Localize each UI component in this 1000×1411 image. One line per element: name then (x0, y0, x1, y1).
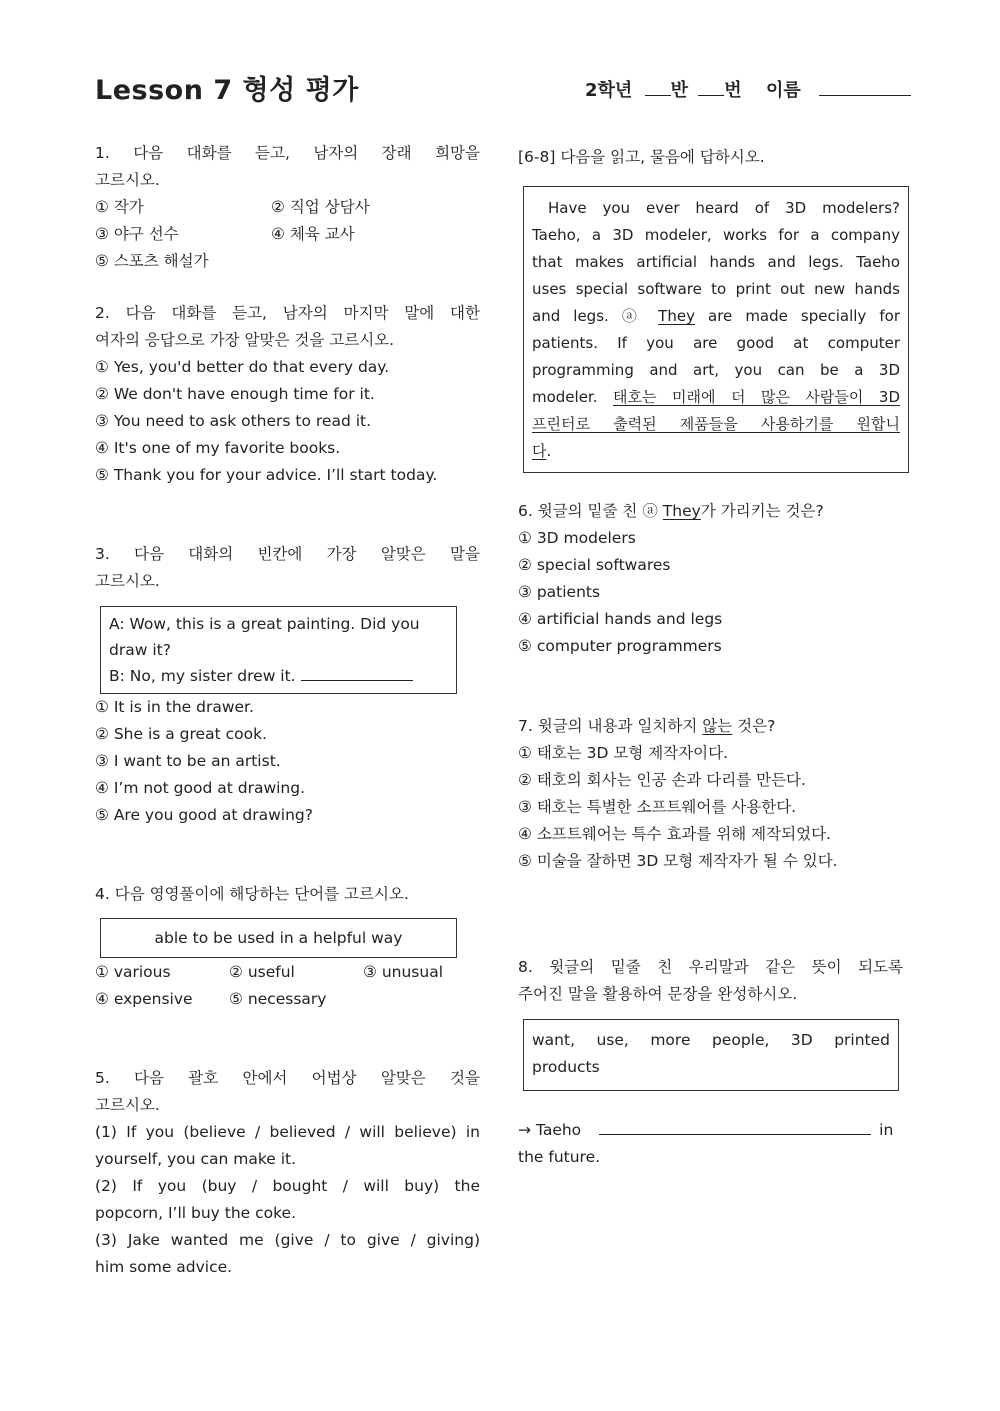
question-3-option-3[interactable]: ③ I want to be an artist. (95, 752, 281, 770)
number-blank[interactable] (698, 77, 724, 96)
question-5-sentence-2-line1: (2) If you (buy / bought / will buy) the (95, 1177, 480, 1195)
question-5-stem-line1: 5. 다음 괄호 안에서 어법상 알맞은 것을 (95, 1069, 480, 1087)
name-label: 이름 (765, 80, 801, 101)
question-5-stem-line2: 고르시오. (95, 1096, 160, 1114)
passage-line-3: that makes artificial hands and legs. Taeho (532, 253, 900, 271)
question-6-option-5[interactable]: ⑤ computer programmers (518, 637, 722, 655)
question-5-sentence-3-line2: him some advice. (95, 1258, 233, 1276)
question-7-option-4[interactable]: ④ 소프트웨어는 특수 효과를 위해 제작되었다. (518, 825, 831, 843)
question-3-answer-blank[interactable] (301, 665, 413, 682)
question-7-option-3[interactable]: ③ 태호는 특별한 소프트웨어를 사용한다. (518, 798, 797, 816)
question-7 (518, 713, 908, 875)
question-2-option-1[interactable]: ① Yes, you'd better do that every day. (95, 358, 390, 376)
passage-underlined-korean-3: 다 (532, 442, 547, 460)
question-8-words-line2: products (532, 1058, 600, 1076)
passage-underlined-they: They (658, 307, 695, 325)
question-8-answer (518, 1117, 903, 1171)
question-1 (95, 140, 480, 275)
question-2 (95, 300, 480, 489)
grade-label: 2학년 (585, 80, 633, 101)
question-4-option-4[interactable]: ④ expensive (95, 990, 193, 1008)
worksheet-title: Lesson 7 형성 평가 (95, 75, 359, 106)
question-8-stem-line2: 주어진 말을 활용하여 문장을 완성하시오. (518, 985, 798, 1003)
question-4-option-1[interactable]: ① various (95, 963, 171, 981)
question-7-option-2[interactable]: ② 태호의 회사는 인공 손과 다리를 만든다. (518, 771, 806, 789)
question-4-definition-box (100, 918, 457, 958)
passage-line-4: uses special software to print out new hands (532, 280, 900, 298)
question-2-option-3[interactable]: ③ You need to ask others to read it. (95, 412, 372, 430)
question-6-stem-b: 가 가리키는 것은? (700, 502, 824, 520)
question-7-option-1[interactable]: ① 태호는 3D 모형 제작자이다. (518, 744, 729, 762)
question-3-dialog-b: B: No, my sister drew it. (109, 667, 296, 685)
question-6-stem-a: 6. 윗글의 밑줄 친 ⓐ (518, 502, 658, 520)
question-2-stem-line1: 2. 다음 대화를 듣고, 남자의 마지막 말에 대한 (95, 304, 480, 322)
question-8-answer-start: → Taeho (518, 1121, 582, 1139)
question-1-option-1[interactable]: ① 작가 (95, 198, 144, 216)
passage-heading-block (518, 144, 908, 171)
question-1-option-2[interactable]: ② 직업 상담사 (271, 198, 370, 216)
passage-line-6: patients. If you are good at computer (532, 334, 900, 352)
question-5-sentence-1-line2: yourself, you can make it. (95, 1150, 297, 1168)
question-3-option-5[interactable]: ⑤ Are you good at drawing? (95, 806, 313, 824)
question-8-word-box (523, 1019, 899, 1091)
question-5 (95, 1065, 480, 1281)
question-4-option-3[interactable]: ③ unusual (363, 963, 443, 981)
question-8-words-line1: want, use, more people, 3D printed (532, 1031, 890, 1049)
question-2-option-4[interactable]: ④ It's one of my favorite books. (95, 439, 341, 457)
question-3 (95, 541, 480, 595)
question-7-stem-a: 7. 윗글의 내용과 일치하지 (518, 717, 698, 735)
question-8-answer-blank[interactable] (599, 1119, 871, 1136)
passage-underlined-korean-1: 태호는 미래에 더 많은 사람들이 3D (613, 388, 900, 406)
passage-line-5b: are made specially for (708, 307, 900, 325)
passage-heading: [6-8] 다음을 읽고, 물음에 답하시오. (518, 148, 765, 166)
question-4-stem: 4. 다음 영영풀이에 해당하는 단어를 고르시오. (95, 885, 409, 903)
question-3-dialog-a1: A: Wow, this is a great painting. Did you (109, 615, 420, 633)
question-1-option-4[interactable]: ④ 체육 교사 (271, 225, 355, 243)
question-4 (95, 881, 480, 908)
question-7-stem-b: 것은? (737, 717, 776, 735)
number-label: 번 (724, 80, 742, 101)
name-blank[interactable] (819, 77, 911, 96)
question-8-answer-line2: the future. (518, 1148, 601, 1166)
question-3-stem-line2: 고르시오. (95, 572, 160, 590)
passage-line-1: Have you ever heard of 3D modelers? (548, 199, 900, 217)
question-1-stem-line2: 고르시오. (95, 171, 160, 189)
passage-underlined-korean-2: 프린터로 출력된 제품들을 사용하기를 원합니 (532, 415, 900, 433)
question-4-options (95, 959, 480, 1013)
reading-passage-box: Have you ever heard of 3D modelers? Taeho, a 3D modeler, works for a company that makes artificial hands and legs. Taeho uses special software to print out new hands and legs. ⓐ They are made specially for patients. If you are good at computer programming and art, you can be a 3D modeler. 태호는 미래에 더 많은 사람들이 3D 프린터로 출력된 제품들을 사용하기를 원합니 다. (523, 186, 909, 473)
question-6-option-4[interactable]: ④ artificial hands and legs (518, 610, 723, 628)
question-3-option-2[interactable]: ② She is a great cook. (95, 725, 267, 743)
class-blank[interactable] (645, 77, 671, 96)
question-1-option-5[interactable]: ⑤ 스포츠 해설가 (95, 252, 209, 270)
passage-line-2: Taeho, a 3D modeler, works for a company (532, 226, 900, 244)
question-3-option-4[interactable]: ④ I’m not good at drawing. (95, 779, 306, 797)
question-1-stem-line1: 1. 다음 대화를 듣고, 남자의 장래 희망을 (95, 144, 480, 162)
question-8 (518, 954, 903, 1008)
question-3-dialog-box (100, 606, 457, 694)
question-5-sentence-2-line2: popcorn, I’ll buy the coke. (95, 1204, 297, 1222)
class-label: 반 (670, 80, 688, 101)
question-8-answer-end: in (879, 1121, 894, 1139)
question-5-sentence-3-line1: (3) Jake wanted me (give / to give / giving) (95, 1231, 480, 1249)
student-info (585, 76, 911, 102)
question-7-stem-underlined: 않는 (702, 717, 733, 735)
question-4-definition: able to be used in a helpful way (154, 929, 403, 947)
question-3-option-1[interactable]: ① It is in the drawer. (95, 698, 254, 716)
question-4-option-5[interactable]: ⑤ necessary (229, 990, 327, 1008)
question-6-option-2[interactable]: ② special softwares (518, 556, 671, 574)
question-3-options (95, 694, 480, 829)
question-3-dialog-a2: draw it? (109, 641, 171, 659)
question-1-option-3[interactable]: ③ 야구 선수 (95, 225, 179, 243)
passage-line-7: programming and art, you can be a 3D (532, 361, 900, 379)
question-4-option-2[interactable]: ② useful (229, 963, 295, 981)
question-2-option-5[interactable]: ⑤ Thank you for your advice. I’ll start today. (95, 466, 438, 484)
question-2-option-2[interactable]: ② We don't have enough time for it. (95, 385, 375, 403)
question-5-sentence-1-line1: (1) If you (believe / believed / will believe) in (95, 1123, 480, 1141)
question-2-stem-line2: 여자의 응답으로 가장 알맞은 것을 고르시오. (95, 331, 395, 349)
passage-line-8a: modeler. (532, 388, 598, 406)
passage-line-5a: and legs. ⓐ (532, 307, 646, 325)
question-6-option-3[interactable]: ③ patients (518, 583, 601, 601)
question-6-option-1[interactable]: ① 3D modelers (518, 529, 636, 547)
question-6-stem-underlined: They (662, 502, 701, 520)
question-7-option-5[interactable]: ⑤ 미술을 잘하면 3D 모형 제작자가 될 수 있다. (518, 852, 838, 870)
question-6 (518, 498, 908, 660)
question-8-stem-line1: 8. 윗글의 밑줄 친 우리말과 같은 뜻이 되도록 (518, 958, 903, 976)
question-3-stem-line1: 3. 다음 대화의 빈칸에 가장 알맞은 말을 (95, 545, 480, 563)
